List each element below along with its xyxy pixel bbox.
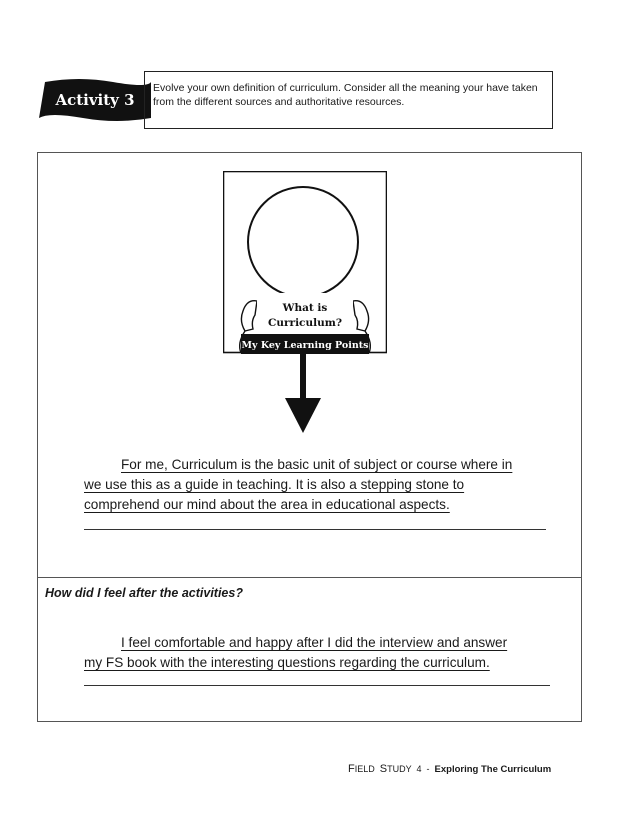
main-box xyxy=(37,152,582,722)
footer-title: Exploring The Curriculum xyxy=(434,764,552,775)
section-divider xyxy=(38,577,581,578)
left-hand-icon xyxy=(241,301,257,331)
learning-points-paragraph xyxy=(84,455,546,515)
footer-ield: IELD xyxy=(354,764,375,774)
banner-text: My Key Learning Points xyxy=(241,340,369,351)
footer-s: S xyxy=(379,763,388,775)
learning-line-2: we use this as a guide in teaching. It is also a stepping stone to xyxy=(84,477,465,492)
down-arrow-icon xyxy=(285,398,321,433)
learning-line-3: comprehend our mind about the area in educational aspects. xyxy=(84,497,450,512)
figure-drawing xyxy=(223,171,387,437)
footer-number: 4 xyxy=(416,764,422,774)
key-learning-points-figure xyxy=(223,171,387,437)
instruction-box xyxy=(144,71,553,129)
footer-tudy: TUDY xyxy=(387,764,412,774)
reflection-line-2: my FS book with the interesting questions regarding the curriculum. xyxy=(84,655,490,670)
figure-question-part1: What is xyxy=(282,302,328,314)
footer-dash: - xyxy=(426,764,430,774)
activity-label: Activity 3 xyxy=(55,91,135,109)
reflection-question: How did I feel after the activities? xyxy=(45,586,243,600)
page-footer xyxy=(348,763,551,775)
activity-tag xyxy=(39,78,151,122)
reflection-line-1: I feel comfortable and happy after I did the interview and answer xyxy=(121,635,508,650)
question-sign xyxy=(257,293,353,337)
figure-question-part2: Curriculum? xyxy=(268,317,342,329)
learning-line-1: For me, Curriculum is the basic unit of subject or course where in xyxy=(121,457,513,472)
blank-line-2 xyxy=(84,685,550,686)
instruction-text: Evolve your own definition of curriculum. Consider all the meaning your have taken from the different sources and authoritative resources. xyxy=(153,82,538,108)
blank-line-1 xyxy=(84,529,546,530)
footer-f: F xyxy=(348,763,355,775)
right-hand-icon xyxy=(353,301,369,331)
reflection-paragraph xyxy=(84,633,550,673)
